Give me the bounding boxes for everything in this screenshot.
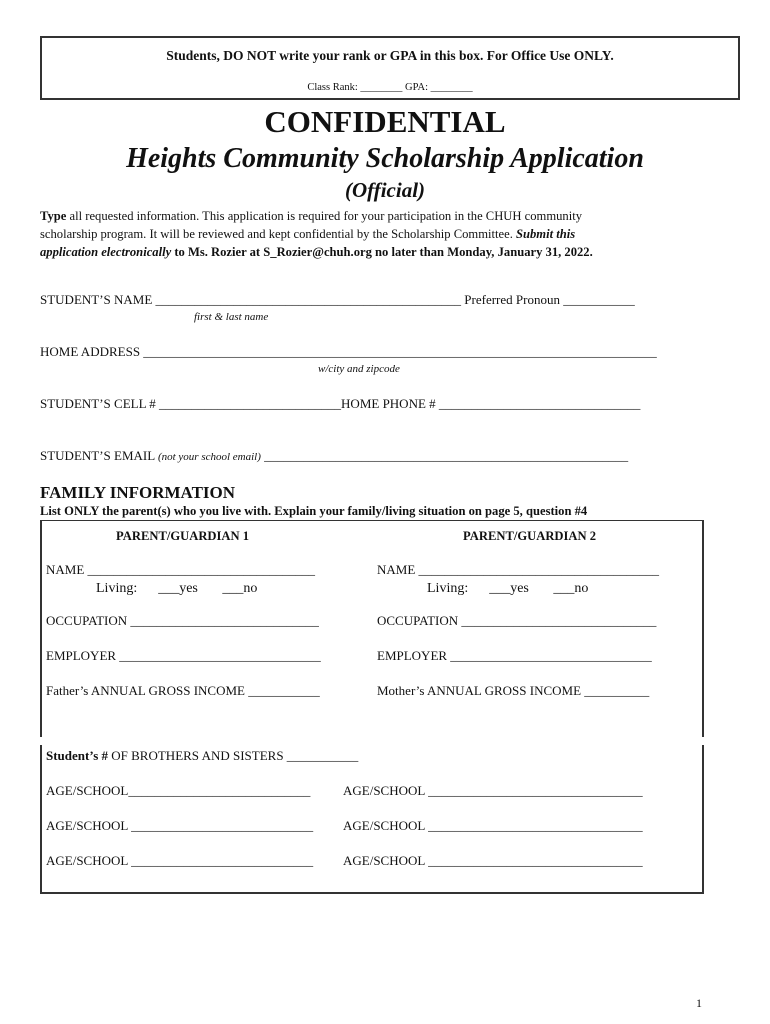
parent-1-name-field[interactable]: NAME ___________________________________ (46, 562, 316, 577)
parent-1-employer-field[interactable]: EMPLOYER _______________________________ (46, 648, 321, 663)
siblings-count-field[interactable] (46, 748, 358, 764)
confidential-heading: CONFIDENTIAL (264, 104, 506, 139)
parent-2-name-field[interactable]: NAME _____________________________________ (377, 562, 660, 577)
instructions-line-2: scholarship program. It will be reviewed and kept confidential by the Scholarship Committee. (40, 227, 516, 241)
class-rank-gpa-fields: Class Rank: ________ GPA: ________ (307, 82, 473, 93)
student-email-blank: ________________________________________________________ (260, 448, 629, 463)
siblings-label-rest: OF BROTHERS AND SISTERS ___________ (108, 748, 359, 763)
siblings-label-bold: Student’s # (46, 748, 109, 763)
student-name-field[interactable]: STUDENT’S NAME _______________________________________________ Preferred Pronoun ___________ (40, 292, 635, 307)
father-income-field[interactable]: Father’s ANNUAL GROSS INCOME ___________ (46, 683, 320, 698)
sibling-age-school-right-1[interactable]: AGE/SCHOOL _________________________________ (343, 783, 643, 798)
phone-fields[interactable]: STUDENT’S CELL # ____________________________HOME PHONE # _______________________________ (40, 396, 641, 411)
parent-1-heading: PARENT/GUARDIAN 1 (116, 529, 250, 543)
instructions-paragraph (40, 207, 700, 261)
family-info-subheading: List ONLY the parent(s) who you live with. Explain your family/living situation on page 5, question #4 (40, 504, 588, 518)
sibling-age-school-left-1[interactable]: AGE/SCHOOL____________________________ (46, 783, 311, 798)
instructions-deadline: to Ms. Rozier at S_Rozier@chuh.org no later than Monday, January 31, 2022. (171, 245, 593, 259)
instructions-submit-electronically: application electronically (40, 245, 172, 259)
office-use-box (40, 36, 740, 100)
parent-2-employer-field[interactable]: EMPLOYER _______________________________ (377, 648, 652, 663)
instructions-line-1: all requested information. This application is required for your participation in the CHUH community (66, 209, 583, 223)
parent-2-occupation-field[interactable]: OCCUPATION ______________________________ (377, 613, 657, 628)
home-address-field[interactable]: HOME ADDRESS _______________________________________________________________________________ (40, 344, 657, 359)
application-title: Heights Community Scholarship Application (126, 143, 644, 174)
parent-1-living-field[interactable]: Living: ___yes ___no (96, 581, 258, 596)
mother-income-field[interactable]: Mother’s ANNUAL GROSS INCOME __________ (377, 683, 650, 698)
sibling-age-school-right-2[interactable]: AGE/SCHOOL _________________________________ (343, 818, 643, 833)
student-email-label: STUDENT’S EMAIL (40, 448, 158, 463)
student-email-field[interactable] (40, 448, 628, 464)
student-name-hint: first & last name (194, 311, 269, 323)
family-info-heading: FAMILY INFORMATION (40, 483, 236, 502)
instructions-type-word: Type (40, 209, 67, 223)
instructions-submit-this: Submit this (516, 227, 576, 241)
parent-2-living-field[interactable]: Living: ___yes ___no (427, 581, 589, 596)
home-address-hint: w/city and zipcode (318, 363, 400, 375)
sibling-age-school-left-3[interactable]: AGE/SCHOOL ____________________________ (46, 853, 314, 868)
page-number: 1 (696, 996, 702, 1010)
student-email-hint: (not your school email) (157, 451, 261, 463)
parent-2-heading: PARENT/GUARDIAN 2 (463, 529, 597, 543)
parent-1-occupation-field[interactable]: OCCUPATION _____________________________ (46, 613, 319, 628)
office-use-notice: Students, DO NOT write your rank or GPA in this box. For Office Use ONLY. (166, 48, 614, 63)
application-subtitle: (Official) (344, 178, 426, 202)
sibling-age-school-left-2[interactable]: AGE/SCHOOL ____________________________ (46, 818, 314, 833)
sibling-age-school-right-3[interactable]: AGE/SCHOOL _________________________________ (343, 853, 643, 868)
